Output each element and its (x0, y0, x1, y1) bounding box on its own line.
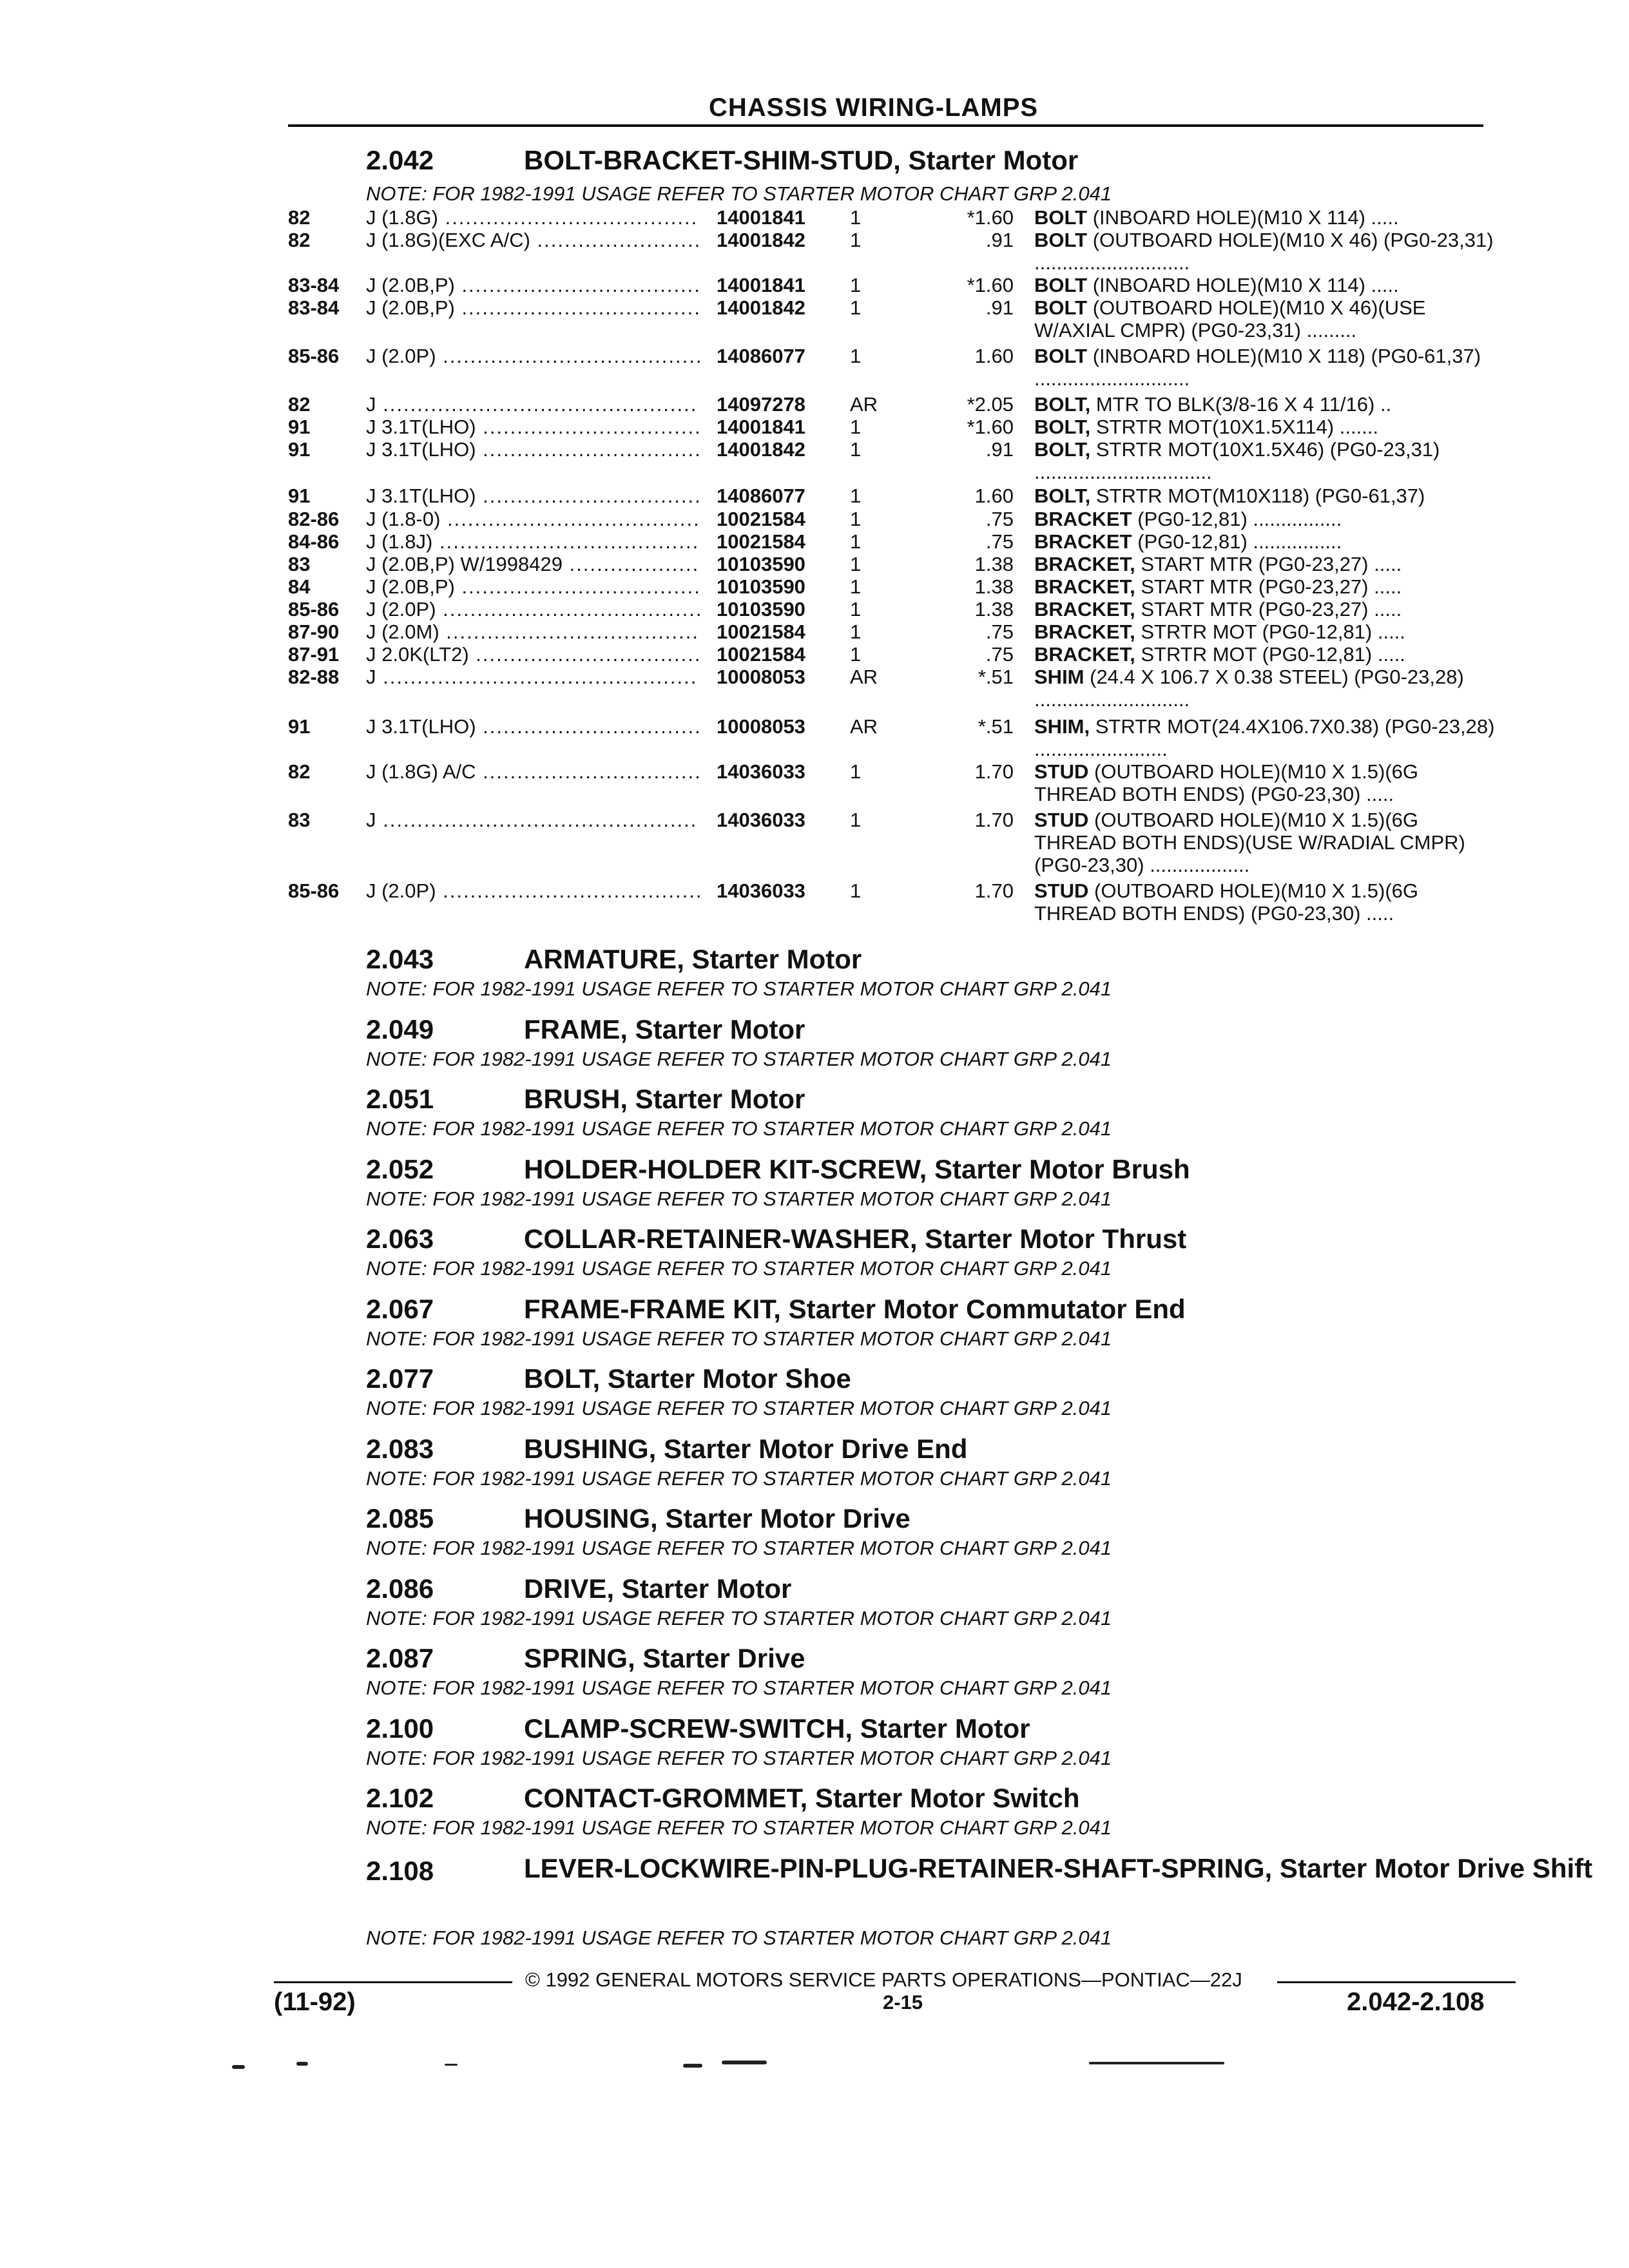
description-keyword: BRACKET (1034, 530, 1132, 553)
leader-dots: ...................................... (436, 879, 703, 902)
model-text: J (2.0M) (366, 620, 439, 643)
quantity-cell: 1 (850, 485, 862, 507)
year-cell: 87-91 (288, 643, 340, 666)
description-text: (OUTBOARD HOLE)(M10 X 1.5)(6G THREAD BOTH ENDS) (PG0-23,30) ..... (1034, 879, 1418, 925)
description-keyword: BOLT (1034, 345, 1088, 367)
description-keyword: BOLT, (1034, 393, 1091, 416)
model-text: J (1.8-0) (366, 508, 441, 530)
section-note: NOTE: FOR 1982-1991 USAGE REFER TO STARTER MOTOR CHART GRP 2.041 (366, 1397, 1112, 1419)
price-cell: *.51 (978, 666, 1014, 688)
footer-rule-left (274, 1981, 512, 1983)
model-cell (366, 760, 702, 783)
leader-dots: ................................ (476, 715, 702, 738)
model-text: J (1.8G) A/C (366, 760, 476, 783)
section-number: 2.077 (366, 1363, 434, 1394)
leader-dots: .............................................. (376, 809, 698, 831)
section-title: BOLT, Starter Motor Shoe (524, 1363, 851, 1394)
price-cell: 1.60 (974, 485, 1014, 507)
section-note: NOTE: FOR 1982-1991 USAGE REFER TO STARTER MOTOR CHART GRP 2.041 (366, 1117, 1112, 1140)
description-keyword: BRACKET, (1034, 620, 1135, 643)
leader-dots: ..................................... (439, 620, 699, 643)
part-number-cell: 10021584 (717, 508, 805, 530)
description-text: (INBOARD HOLE)(M10 X 114) ..... (1092, 206, 1399, 229)
section-number: 2.087 (366, 1643, 434, 1673)
price-cell: *1.60 (967, 274, 1014, 296)
section-title: BRUSH, Starter Motor (524, 1084, 805, 1114)
year-cell: 82-88 (288, 666, 340, 688)
leader-dots: ................... (563, 553, 700, 575)
price-cell: *2.05 (967, 393, 1014, 416)
description-keyword: BRACKET, (1034, 553, 1135, 575)
part-number-cell: 14086077 (717, 345, 805, 367)
price-cell: .75 (985, 620, 1014, 643)
description-cell (1034, 620, 1505, 643)
description-text: START MTR (PG0-23,27) ..... (1141, 553, 1402, 575)
section-note: NOTE: FOR 1982-1991 USAGE REFER TO STARTER MOTOR CHART GRP 2.041 (366, 1816, 1112, 1839)
section-note: NOTE: FOR 1982-1991 USAGE REFER TO STARTER MOTOR CHART GRP 2.041 (366, 1467, 1112, 1490)
leader-dots: ................................... (454, 575, 701, 598)
quantity-cell: 1 (850, 508, 862, 530)
year-cell: 85-86 (288, 879, 340, 902)
part-number-cell: 10021584 (717, 620, 805, 643)
section-title: COLLAR-RETAINER-WASHER, Starter Motor Thrust (524, 1224, 1187, 1254)
description-keyword: BOLT (1034, 229, 1088, 251)
section-note: NOTE: FOR 1982-1991 USAGE REFER TO STARTER MOTOR CHART GRP 2.041 (366, 1927, 1112, 1949)
model-cell (366, 229, 701, 252)
section-title: DRIVE, Starter Motor (524, 1573, 792, 1604)
quantity-cell: 1 (850, 206, 862, 229)
part-number-cell: 14001842 (717, 296, 805, 319)
section-number: 2.042 (366, 145, 434, 175)
footer-group-range: 2.042-2.108 (1347, 1988, 1485, 2016)
description-cell (1034, 345, 1505, 390)
description-keyword: SHIM, (1034, 715, 1090, 738)
leader-dots: ................................ (476, 760, 702, 783)
footer-date: (11-92) (274, 1988, 356, 2016)
year-cell: 83 (288, 809, 311, 831)
model-text: J 3.1T(LHO) (366, 438, 476, 461)
model-text: J 3.1T(LHO) (366, 485, 476, 507)
part-number-cell: 14036033 (717, 879, 805, 902)
quantity-cell: AR (850, 666, 878, 688)
description-cell (1034, 393, 1505, 416)
scan-mark (445, 2064, 458, 2066)
year-cell: 82 (288, 229, 311, 251)
year-cell: 91 (288, 438, 311, 461)
quantity-cell: 1 (850, 575, 862, 598)
part-number-cell: 10103590 (717, 575, 805, 598)
quantity-cell: 1 (850, 598, 862, 620)
section-number: 2.102 (366, 1783, 434, 1813)
section-number: 2.108 (366, 1856, 434, 1886)
description-text: (OUTBOARD HOLE)(M10 X 1.5)(6G THREAD BOTH ENDS) (PG0-23,30) ..... (1034, 760, 1418, 805)
model-text: J (2.0P) (366, 598, 436, 620)
price-cell: 1.60 (974, 345, 1014, 367)
price-cell: *.51 (978, 715, 1014, 738)
quantity-cell: 1 (850, 643, 862, 666)
price-cell: .91 (985, 296, 1014, 319)
model-text: J (2.0B,P) (366, 296, 455, 319)
part-number-cell: 14036033 (717, 809, 805, 831)
header-rule (288, 124, 1483, 127)
quantity-cell: 1 (850, 553, 862, 575)
leader-dots: .............................................. (376, 666, 698, 688)
description-cell (1034, 666, 1505, 711)
price-cell: 1.70 (974, 809, 1014, 831)
description-keyword: BOLT (1034, 274, 1088, 296)
part-number-cell: 10008053 (717, 666, 805, 688)
year-cell: 83-84 (288, 296, 340, 319)
year-cell: 91 (288, 416, 311, 438)
model-text: J (2.0P) (366, 879, 436, 902)
model-text: J 2.0K(LT2) (366, 643, 469, 666)
section-number: 2.049 (366, 1014, 434, 1044)
model-text: J (366, 809, 376, 831)
year-cell: 87-90 (288, 620, 340, 643)
part-number-cell: 14086077 (717, 485, 805, 507)
description-text: (OUTBOARD HOLE)(M10 X 46) (PG0-23,31) ............................ (1034, 229, 1494, 274)
scan-mark (296, 2062, 308, 2066)
quantity-cell: 1 (850, 879, 862, 902)
description-text: STRTR MOT(10X1.5X114) ....... (1095, 416, 1379, 438)
description-cell (1034, 206, 1505, 229)
year-cell: 91 (288, 715, 311, 738)
quantity-cell: 1 (850, 416, 862, 438)
description-text: (OUTBOARD HOLE)(M10 X 1.5)(6G THREAD BOTH ENDS)(USE W/RADIAL CMPR) (PG0-23,30) .................. (1034, 809, 1465, 876)
description-keyword: BOLT, (1034, 416, 1091, 438)
description-keyword: SHIM (1034, 666, 1084, 688)
price-cell: 1.38 (974, 598, 1014, 620)
section-number: 2.063 (366, 1224, 434, 1254)
description-keyword: BRACKET (1034, 508, 1132, 530)
description-cell (1034, 879, 1505, 925)
part-number-cell: 14036033 (717, 760, 805, 783)
description-cell (1034, 575, 1505, 598)
description-cell (1034, 508, 1505, 530)
year-cell: 83 (288, 553, 311, 575)
model-cell (366, 206, 698, 229)
section-number: 2.052 (366, 1154, 434, 1184)
description-cell (1034, 809, 1505, 876)
section-note: NOTE: FOR 1982-1991 USAGE REFER TO STARTER MOTOR CHART GRP 2.041 (366, 1048, 1112, 1070)
section-title: BOLT-BRACKET-SHIM-STUD, Starter Motor (524, 145, 1079, 175)
model-text: J (1.8G) (366, 206, 438, 229)
quantity-cell: 1 (850, 760, 862, 783)
part-number-cell: 10021584 (717, 643, 805, 666)
price-cell: *1.60 (967, 206, 1014, 229)
section-note: NOTE: FOR 1982-1991 USAGE REFER TO STARTER MOTOR CHART GRP 2.041 (366, 182, 1112, 205)
section-title: SPRING, Starter Drive (524, 1643, 805, 1673)
description-cell (1034, 553, 1505, 575)
quantity-cell: 1 (850, 438, 862, 461)
description-keyword: STUD (1034, 879, 1089, 902)
leader-dots: ................................... (454, 296, 701, 319)
section-number: 2.100 (366, 1713, 434, 1744)
description-cell (1034, 760, 1505, 805)
section-title: FRAME, Starter Motor (524, 1014, 805, 1044)
model-text: J (2.0P) (366, 345, 436, 367)
price-cell: .91 (985, 438, 1014, 461)
year-cell: 82 (288, 760, 311, 783)
model-text: J (2.0B,P) (366, 274, 455, 296)
section-note: NOTE: FOR 1982-1991 USAGE REFER TO STARTER MOTOR CHART GRP 2.041 (366, 1327, 1112, 1350)
description-cell (1034, 530, 1505, 553)
price-cell: *1.60 (967, 416, 1014, 438)
leader-dots: ...................................... (432, 530, 700, 553)
quantity-cell: 1 (850, 809, 862, 831)
year-cell: 82 (288, 393, 311, 416)
description-text: (INBOARD HOLE)(M10 X 118) (PG0-61,37) ............................ (1034, 345, 1481, 390)
section-number: 2.085 (366, 1503, 434, 1533)
section-note: NOTE: FOR 1982-1991 USAGE REFER TO STARTER MOTOR CHART GRP 2.041 (366, 1747, 1112, 1769)
model-cell (366, 666, 697, 689)
description-cell (1034, 715, 1505, 760)
part-number-cell: 14001841 (717, 416, 805, 438)
quantity-cell: 1 (850, 229, 862, 251)
description-cell (1034, 643, 1505, 666)
section-number: 2.043 (366, 944, 434, 974)
description-keyword: BRACKET, (1034, 643, 1135, 666)
description-cell (1034, 229, 1505, 274)
model-cell (366, 345, 702, 368)
part-number-cell: 10103590 (717, 553, 805, 575)
description-keyword: BOLT (1034, 296, 1088, 319)
footer-copyright: © 1992 GENERAL MOTORS SERVICE PARTS OPERATIONS—PONTIAC—22J (525, 1968, 1242, 1991)
description-cell (1034, 598, 1505, 620)
description-text: START MTR (PG0-23,27) ..... (1141, 598, 1402, 620)
section-note: NOTE: FOR 1982-1991 USAGE REFER TO STARTER MOTOR CHART GRP 2.041 (366, 1607, 1112, 1629)
price-cell: 1.38 (974, 553, 1014, 575)
scan-mark (683, 2064, 702, 2068)
part-number-cell: 14001841 (717, 206, 805, 229)
description-keyword: BRACKET, (1034, 575, 1135, 598)
section-title: BUSHING, Starter Motor Drive End (524, 1434, 968, 1464)
description-text: START MTR (PG0-23,27) ..... (1141, 575, 1402, 598)
quantity-cell: AR (850, 715, 878, 738)
description-cell (1034, 274, 1505, 296)
year-cell: 85-86 (288, 598, 340, 620)
leader-dots: ...................................... (436, 598, 703, 620)
description-text: (PG0-12,81) ................ (1137, 508, 1342, 530)
year-cell: 84-86 (288, 530, 340, 553)
model-text: J 3.1T(LHO) (366, 715, 476, 738)
price-cell: 1.70 (974, 879, 1014, 902)
year-cell: 84 (288, 575, 311, 598)
description-text: (OUTBOARD HOLE)(M10 X 46)(USE W/AXIAL CMPR) (PG0-23,31) ......... (1034, 296, 1426, 341)
model-cell (366, 416, 702, 439)
model-cell (366, 508, 700, 531)
leader-dots: ................................... (454, 274, 701, 296)
leader-dots: ...................................... (436, 345, 703, 367)
leader-dots: .............................................. (376, 393, 698, 416)
year-cell: 85-86 (288, 345, 340, 367)
price-cell: 1.70 (974, 760, 1014, 783)
section-title: ARMATURE, Starter Motor (524, 944, 862, 974)
description-cell (1034, 485, 1505, 507)
description-text: (PG0-12,81) ................ (1137, 530, 1342, 553)
price-cell: .75 (985, 508, 1014, 530)
description-text: (24.4 X 106.7 X 0.38 STEEL) (PG0-23,28) ............................ (1034, 666, 1464, 711)
description-keyword: BOLT (1034, 206, 1088, 229)
part-number-cell: 10008053 (717, 715, 805, 738)
year-cell: 83-84 (288, 274, 340, 296)
scan-mark (722, 2061, 767, 2064)
section-note: NOTE: FOR 1982-1991 USAGE REFER TO STARTER MOTOR CHART GRP 2.041 (366, 977, 1112, 1000)
description-keyword: STUD (1034, 809, 1089, 831)
model-cell (366, 809, 697, 832)
quantity-cell: 1 (850, 530, 862, 553)
model-text: J (1.8G)(EXC A/C) (366, 229, 530, 251)
model-cell (366, 296, 701, 320)
model-cell (366, 643, 702, 666)
leader-dots: ................................ (476, 485, 702, 507)
description-text: MTR TO BLK(3/8-16 X 4 11/16) .. (1095, 393, 1392, 416)
section-title: CLAMP-SCREW-SWITCH, Starter Motor (524, 1713, 1030, 1744)
model-text: J (1.8J) (366, 530, 433, 553)
section-note: NOTE: FOR 1982-1991 USAGE REFER TO STARTER MOTOR CHART GRP 2.041 (366, 1537, 1112, 1559)
part-number-cell: 14001842 (717, 438, 805, 461)
description-text: STRTR MOT (PG0-12,81) ..... (1141, 620, 1405, 643)
description-keyword: BRACKET, (1034, 598, 1135, 620)
section-number: 2.051 (366, 1084, 434, 1114)
model-cell (366, 715, 702, 738)
page-header-title: CHASSIS WIRING-LAMPS (709, 93, 1039, 122)
model-text: J (2.0B,P) W/1998429 (366, 553, 563, 575)
scan-mark (1089, 2062, 1224, 2064)
model-cell (366, 879, 702, 903)
year-cell: 82 (288, 206, 311, 229)
description-cell (1034, 296, 1505, 341)
price-cell: .75 (985, 643, 1014, 666)
price-cell: .91 (985, 229, 1014, 251)
section-note: NOTE: FOR 1982-1991 USAGE REFER TO STARTER MOTOR CHART GRP 2.041 (366, 1257, 1112, 1280)
section-note: NOTE: FOR 1982-1991 USAGE REFER TO STARTER MOTOR CHART GRP 2.041 (366, 1187, 1112, 1210)
quantity-cell: 1 (850, 345, 862, 367)
section-title: CONTACT-GROMMET, Starter Motor Switch (524, 1783, 1080, 1813)
leader-dots: ..................................... (440, 508, 700, 530)
model-cell (366, 620, 699, 644)
model-cell (366, 530, 699, 553)
model-cell (366, 274, 701, 297)
scan-mark (232, 2065, 245, 2069)
model-text: J (2.0B,P) (366, 575, 455, 598)
section-number: 2.067 (366, 1294, 434, 1324)
model-cell (366, 553, 699, 576)
leader-dots: ................................. (468, 643, 702, 666)
section-title: HOUSING, Starter Motor Drive (524, 1503, 911, 1533)
section-note: NOTE: FOR 1982-1991 USAGE REFER TO STARTER MOTOR CHART GRP 2.041 (366, 1677, 1112, 1699)
footer-rule-right (1277, 1981, 1516, 1983)
model-cell (366, 393, 697, 416)
description-cell (1034, 416, 1505, 438)
model-cell (366, 575, 701, 599)
description-text: STRTR MOT(24.4X106.7X0.38) (PG0-23,28) ........................ (1034, 715, 1495, 760)
model-text: J (366, 393, 376, 416)
quantity-cell: AR (850, 393, 878, 416)
quantity-cell: 1 (850, 274, 862, 296)
leader-dots: ................................ (476, 438, 702, 461)
model-text: J (366, 666, 376, 688)
year-cell: 91 (288, 485, 311, 507)
description-text: STRTR MOT (PG0-12,81) ..... (1141, 643, 1405, 666)
quantity-cell: 1 (850, 620, 862, 643)
part-number-cell: 14097278 (717, 393, 805, 416)
price-cell: .75 (985, 530, 1014, 553)
description-keyword: STUD (1034, 760, 1089, 783)
section-title: LEVER-LOCKWIRE-PIN-PLUG-RETAINER-SHAFT-SPRING, Starter Motor Drive Shift (524, 1853, 1593, 1883)
part-number-cell: 14001842 (717, 229, 805, 251)
year-cell: 82-86 (288, 508, 340, 530)
footer-page-number: 2-15 (883, 1991, 923, 2013)
leader-dots: ..................................... (438, 206, 699, 229)
price-cell: 1.38 (974, 575, 1014, 598)
description-text: STRTR MOT(10X1.5X46) (PG0-23,31) ................................ (1034, 438, 1440, 483)
model-cell (366, 598, 702, 621)
section-number: 2.086 (366, 1573, 434, 1604)
description-keyword: BOLT, (1034, 438, 1091, 461)
model-text: J 3.1T(LHO) (366, 416, 476, 438)
part-number-cell: 10021584 (717, 530, 805, 553)
section-title: HOLDER-HOLDER KIT-SCREW, Starter Motor Brush (524, 1154, 1190, 1184)
leader-dots: ........................ (530, 229, 702, 251)
description-cell (1034, 438, 1505, 483)
part-number-cell: 10103590 (717, 598, 805, 620)
model-cell (366, 438, 702, 461)
part-number-cell: 14001841 (717, 274, 805, 296)
quantity-cell: 1 (850, 296, 862, 319)
leader-dots: ................................ (476, 416, 702, 438)
description-text: (INBOARD HOLE)(M10 X 114) ..... (1092, 274, 1399, 296)
description-text: STRTR MOT(M10X118) (PG0-61,37) (1095, 485, 1425, 507)
section-title: FRAME-FRAME KIT, Starter Motor Commutator End (524, 1294, 1186, 1324)
section-number: 2.083 (366, 1434, 434, 1464)
description-keyword: BOLT, (1034, 485, 1091, 507)
model-cell (366, 485, 702, 508)
